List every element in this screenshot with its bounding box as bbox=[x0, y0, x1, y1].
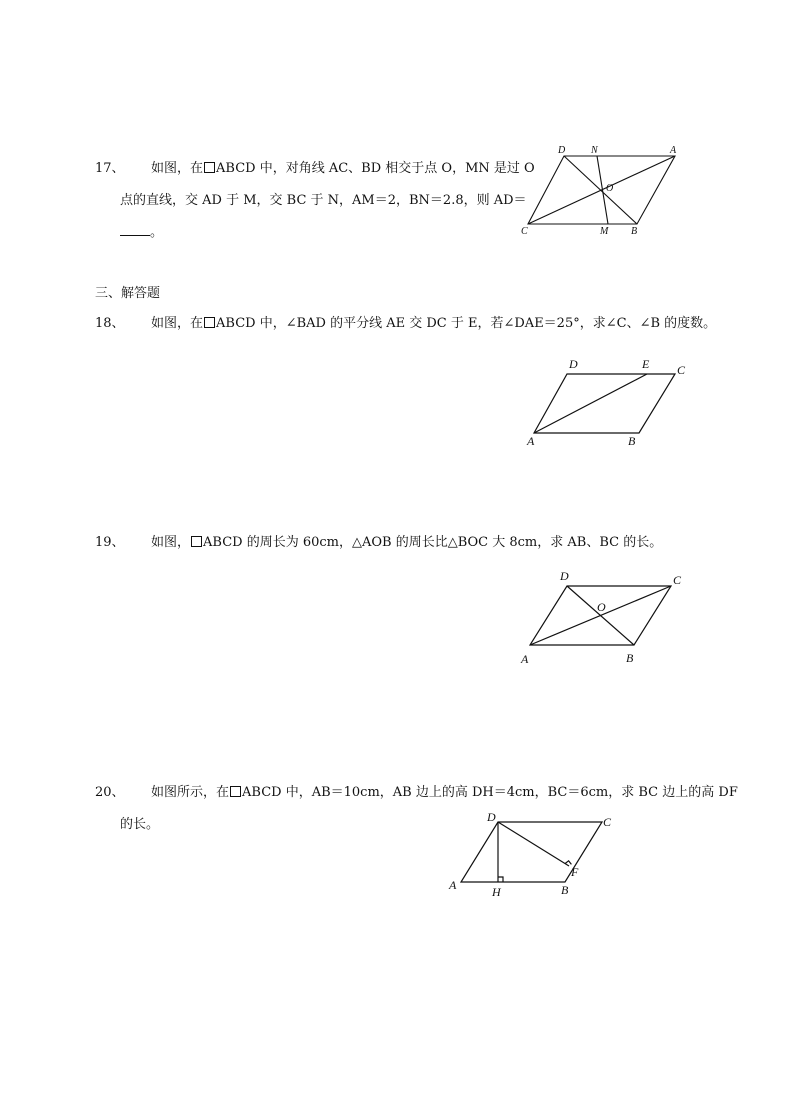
parallelogram-symbol-icon bbox=[191, 536, 202, 547]
q19-label-b: B bbox=[626, 651, 634, 665]
q18-label-d: D bbox=[569, 357, 578, 371]
q17-diagonal-bd bbox=[564, 156, 637, 224]
q20-height-df bbox=[498, 822, 569, 866]
q20-parallelogram bbox=[461, 822, 602, 882]
parallelogram-symbol-icon bbox=[230, 786, 241, 797]
parallelogram-symbol-icon bbox=[204, 317, 215, 328]
q20-figure bbox=[440, 805, 625, 905]
q17-label-b: B bbox=[631, 226, 638, 237]
q19-label-o: O bbox=[597, 600, 606, 614]
q18-text bbox=[151, 316, 716, 332]
q17-line3-post: 。 bbox=[150, 225, 164, 240]
q18-number: 18、 bbox=[95, 316, 125, 331]
q20-label-c: C bbox=[603, 815, 612, 829]
q17-figure bbox=[515, 142, 690, 237]
q20-number: 20、 bbox=[95, 785, 125, 800]
q17-label-n: N bbox=[591, 145, 598, 156]
q18-label-e: E bbox=[642, 357, 650, 371]
q19-figure bbox=[515, 565, 695, 670]
q18-label-a: A bbox=[527, 434, 535, 448]
q19-label-c: C bbox=[673, 573, 682, 587]
q20-label-a: A bbox=[449, 878, 457, 892]
q19-text-pre: 如图， bbox=[151, 535, 191, 550]
q17-line3 bbox=[120, 225, 163, 241]
q18-figure bbox=[520, 352, 695, 452]
q17-label-c: C bbox=[521, 226, 528, 237]
q17-label-m: M bbox=[600, 226, 609, 237]
q20-line2: 的长。 bbox=[120, 817, 160, 832]
q19-label-d: D bbox=[560, 569, 569, 583]
q17-diagonal-ac bbox=[528, 156, 675, 224]
q20-label-d: D bbox=[487, 810, 496, 824]
q20-line1 bbox=[151, 785, 738, 801]
q17-line1 bbox=[151, 161, 535, 177]
q17-label-a: A bbox=[670, 145, 677, 156]
q18-parallelogram bbox=[534, 374, 675, 433]
q17-line2: 点的直线，交 AD 于 M，交 BC 于 N，AM＝2，BN＝2.8，则 AD＝ bbox=[120, 193, 527, 208]
q18-text-pre: 如图，在 bbox=[151, 316, 204, 331]
q18-label-c: C bbox=[677, 363, 686, 377]
section-title: 三、解答题 bbox=[95, 286, 161, 301]
q20-right-angle-h-icon bbox=[498, 877, 503, 882]
q19-text-post: ABCD 的周长为 60cm，△AOB 的周长比△BOC 大 8cm，求 AB、BC 的长。 bbox=[203, 535, 663, 550]
q20-line1-pre: 如图所示，在 bbox=[151, 785, 230, 800]
q19-label-a: A bbox=[521, 652, 529, 666]
q20-label-b: B bbox=[561, 883, 569, 897]
q17-line1-post: ABCD 中，对角线 AC、BD 相交于点 O，MN 是过 O bbox=[216, 161, 535, 176]
q20-label-f: F bbox=[571, 865, 579, 879]
q17-line1-pre: 如图，在 bbox=[151, 161, 204, 176]
q17-answer-blank bbox=[120, 225, 150, 236]
q19-diagonal-bd bbox=[567, 586, 634, 645]
q20-label-h: H bbox=[492, 885, 501, 899]
q20-line1-post: ABCD 中，AB＝10cm，AB 边上的高 DH＝4cm，BC＝6cm，求 BC 边上的高 DF bbox=[242, 785, 738, 800]
parallelogram-symbol-icon bbox=[204, 162, 215, 173]
q19-text bbox=[151, 535, 662, 551]
q18-label-b: B bbox=[628, 434, 636, 448]
q17-number: 17、 bbox=[95, 161, 125, 176]
q17-label-o: O bbox=[606, 183, 614, 194]
q18-text-post: ABCD 中，∠BAD 的平分线 AE 交 DC 于 E，若∠DAE＝25°，求∠C、∠B 的度数。 bbox=[216, 316, 717, 331]
q17-label-d: D bbox=[558, 145, 566, 156]
q19-number: 19、 bbox=[95, 535, 125, 550]
